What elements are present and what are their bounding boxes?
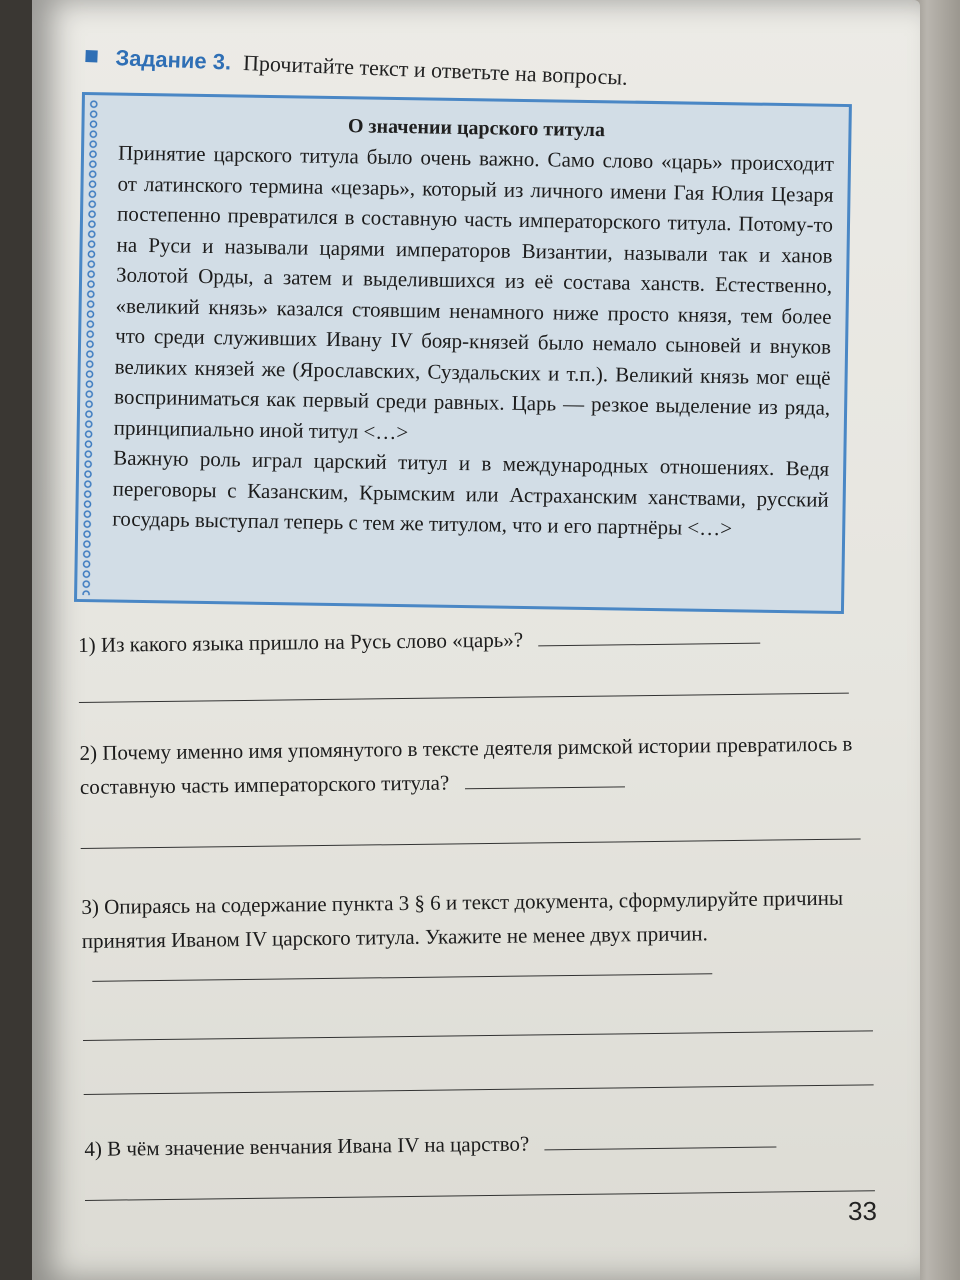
- question-4-answer-line[interactable]: [85, 1190, 875, 1201]
- question-3-answer-field[interactable]: [92, 951, 712, 982]
- square-bullet-icon: [85, 50, 97, 62]
- chain-border-icon: [81, 99, 99, 595]
- question-2: [79, 726, 870, 804]
- document-paragraph-1: Принятие царского титула было очень важно. Само слово «царь» происходит от латинского термина «цезарь», который из личного имени Гая Юлия Цезаря постепенно превратился в составную часть императорского титула. Потому-то на Руси и называли царями императоров Византии, называли так и ханов Золотой Орды, а затем и выделившихся из её состава ханств. Естественно, «великий князь» казался стоявшим ненамного ниже просто князя, тем более что среди служивших Ивану IV бояр-князей было немало сыновей и внуков великих князей же (Ярославских, Суздальских и т.п.). Великий князь мог ещё восприниматься как первый среди равных. Царь — резкое выделение из ряда, принципиально иной титул <…>: [113, 140, 835, 444]
- question-4: [84, 1122, 874, 1166]
- question-2-answer-line[interactable]: [81, 838, 861, 849]
- task-instruction: Прочитайте текст и ответьте на вопросы.: [242, 50, 629, 90]
- task-label: Задание 3.: [115, 45, 232, 75]
- document-box: [74, 92, 852, 614]
- question-3-answer-line-1[interactable]: [83, 1030, 873, 1041]
- question-3: [81, 880, 872, 992]
- questions-section: [78, 618, 875, 1228]
- question-2-text: 2) Почему именно имя упомянутого в тексте деятеля римской истории превратилось в составную часть императорского титула?: [79, 731, 853, 799]
- question-4-text: 4) В чём значение венчания Ивана IV на царство?: [84, 1131, 530, 1161]
- question-1-answer-field[interactable]: [538, 621, 760, 647]
- document-body: [112, 138, 834, 546]
- question-1-text: 1) Из какого языка пришло на Русь слово «царь»?: [78, 627, 524, 657]
- document-title: О значении царского титула: [347, 115, 606, 142]
- question-4-answer-field[interactable]: [544, 1125, 776, 1151]
- page-number: 33: [848, 1196, 877, 1226]
- question-3-text: 3) Опираясь на содержание пункта 3 § 6 и текст документа, сформулируйте причины принятия Иваном IV царского титула. Укажите не менее двух причин.: [81, 885, 844, 953]
- document-paragraph-2: Важную роль играл царский титул и в международных отношениях. Ведя переговоры с Казанским, Крымским или Астраханским ханствами, русский государь выступал теперь с тем же титулом, что и его партнёры <…>: [112, 445, 830, 541]
- question-1-answer-line[interactable]: [79, 693, 849, 703]
- question-3-answer-line-2[interactable]: [84, 1084, 874, 1095]
- question-2-answer-field[interactable]: [464, 764, 624, 789]
